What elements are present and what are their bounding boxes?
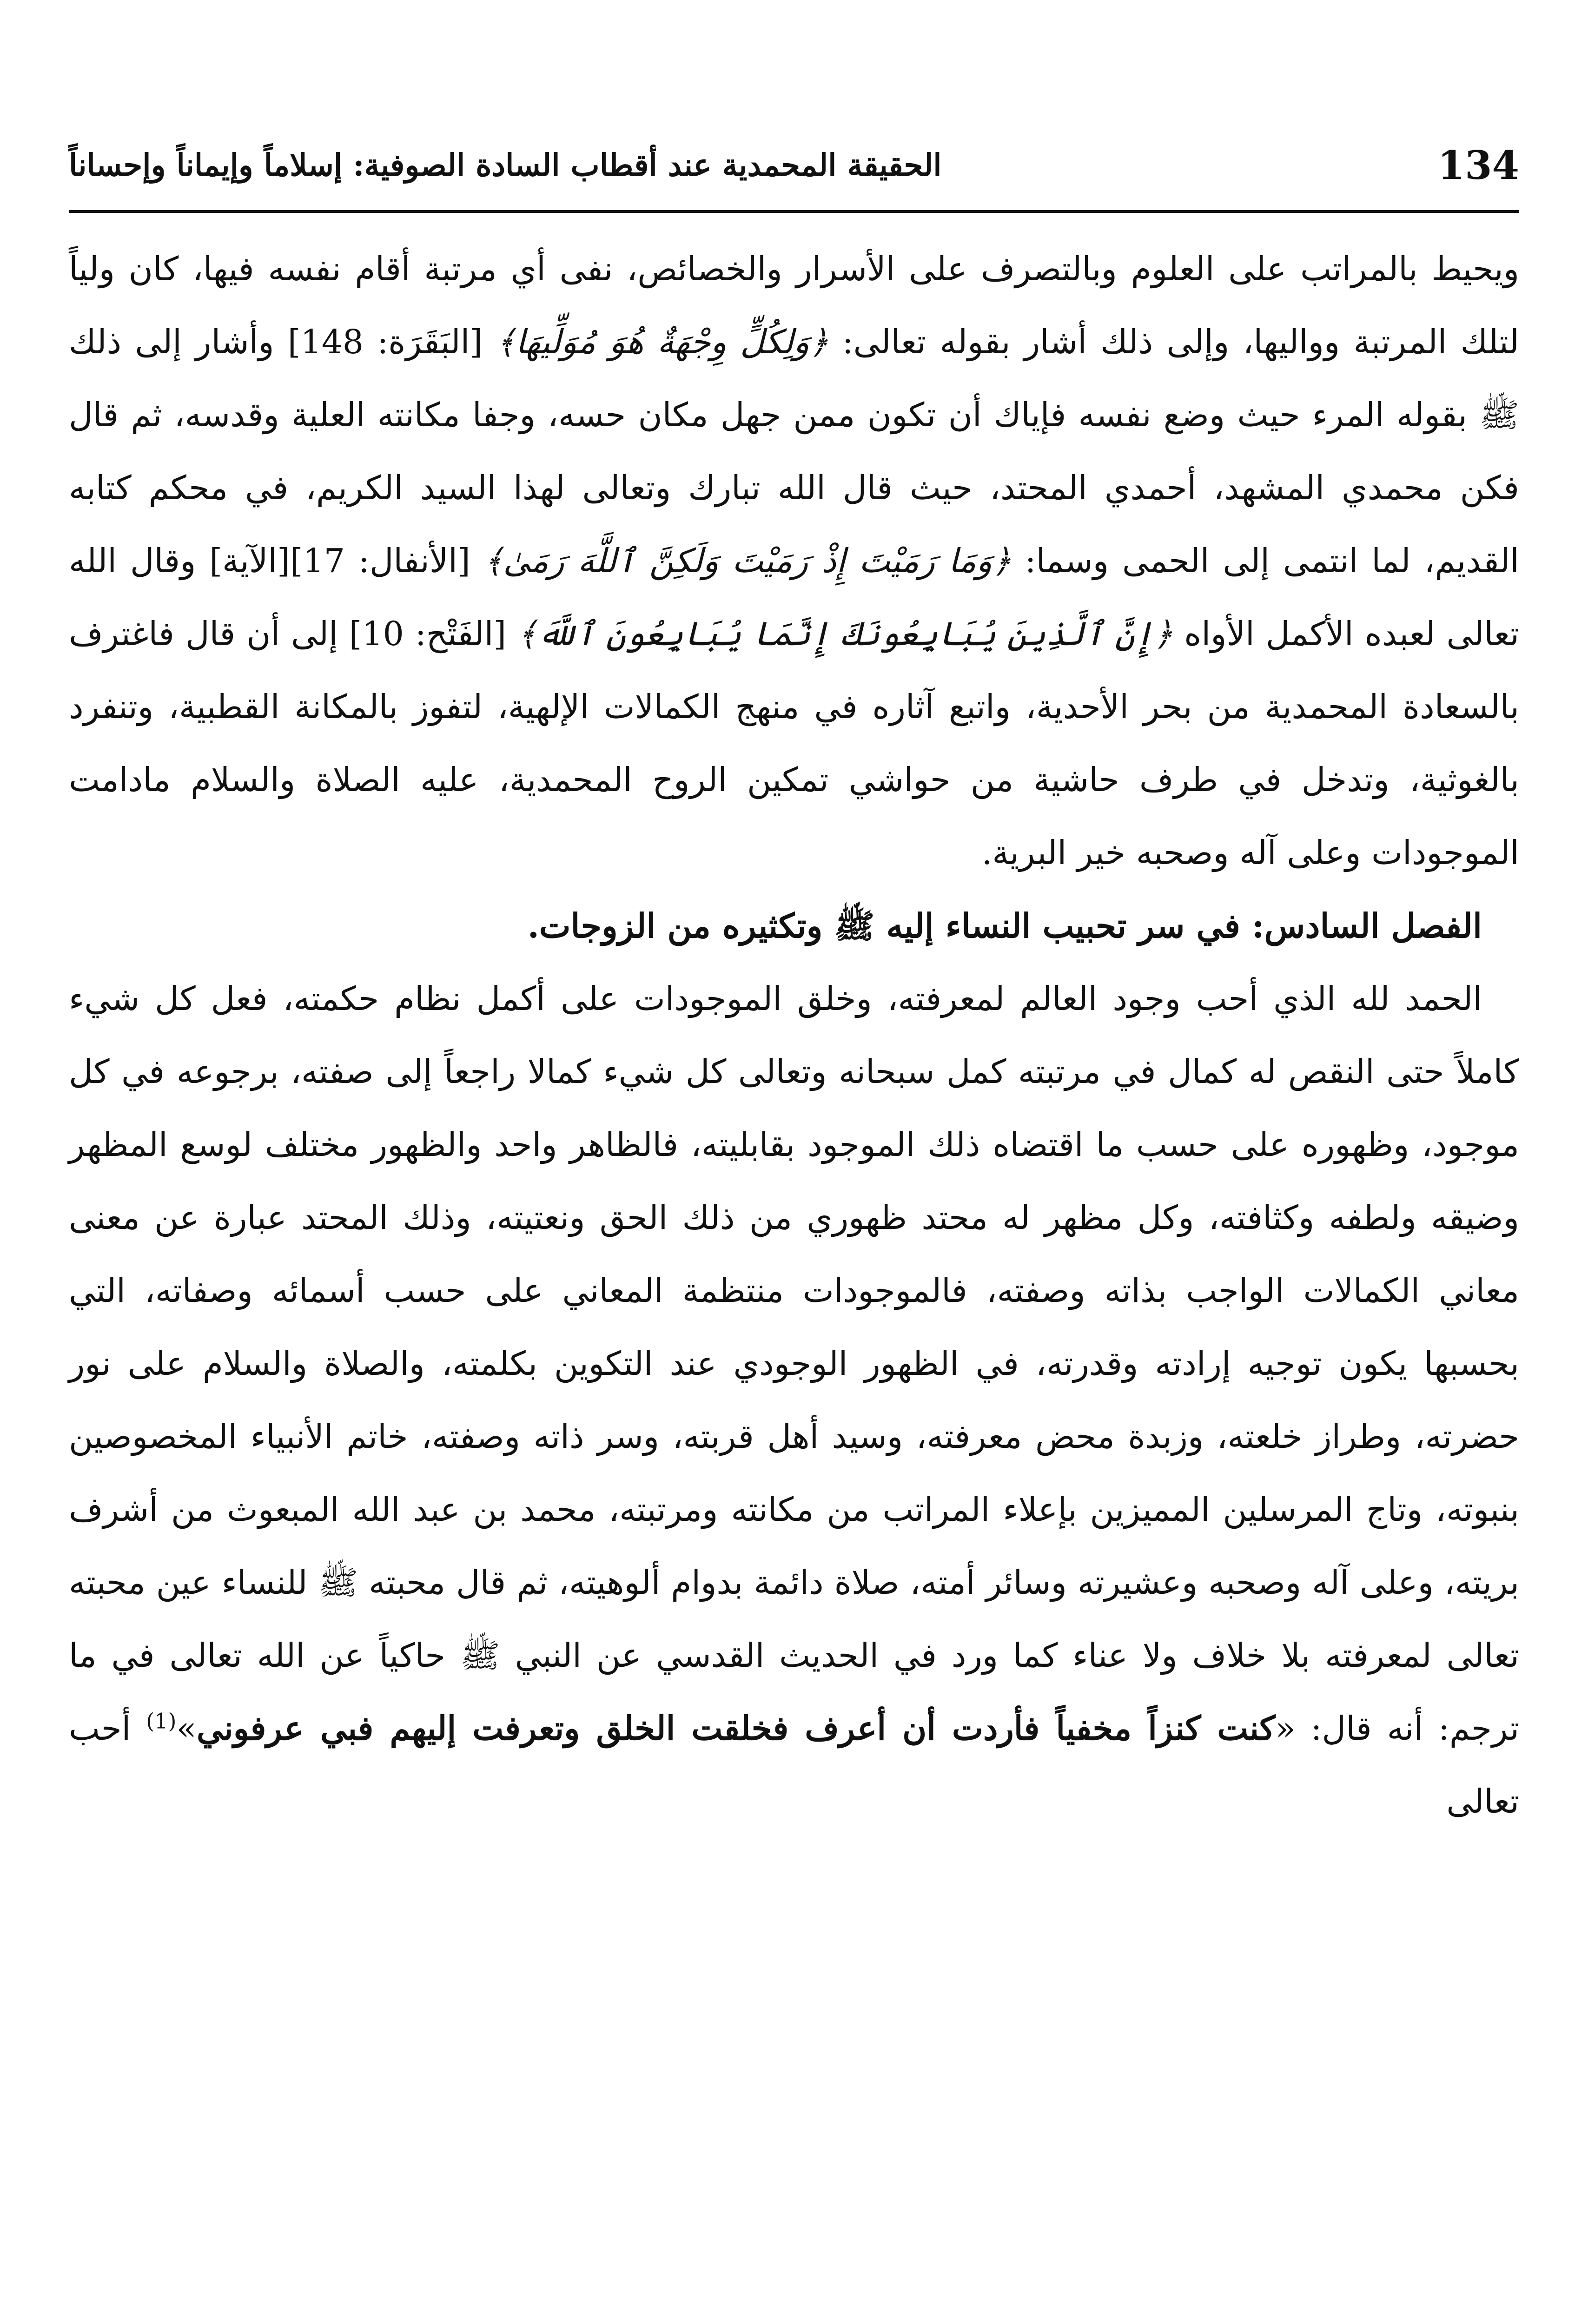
section-heading: الفصل السادس: في سر تحبيب النساء إليه ﷺ وتكثيره من الزوجات. (527, 906, 1482, 945)
paragraph-text: » (176, 1709, 197, 1748)
paragraph-text: [الفَتْح: 10] إلى أن قال فاغترف بالسعادة المحمدية من بحر الأحدية، واتبع آثاره في منهج الكمالات الإلهية، لتفوز بالمكانة القطبية، وتنفرد بالغوثية، وتدخل في طرف حاشية من حواشي تمكين الروح المحمدية، عليه الصلاة والسلام مادامت الموجودات وعلى آله وصحبه خير البرية. (69, 614, 1519, 872)
paragraph-text: ويحيط بالمراتب على العلوم وبالتصرف على الأسرار والخصائص، نفى أي مرتبة أقام نفسه فيها، كان ولياً لتلك المرتبة وواليها، وإلى ذلك أشار بقوله تعالى: (69, 250, 1519, 361)
page-body (69, 232, 1519, 1838)
quran-verse: ﴿وَلِكُلٍّ وِجْهَةٌ هُوَ مُوَلِّيهَا﴾ (496, 323, 829, 361)
footnote-reference: (1) (146, 1708, 177, 1734)
paragraph-text: [البَقَرَة: 148] وأشار إلى ذلك ﷺ بقوله المرء حيث وضع نفسه فإياك أن تكون ممن جهل مكان حسه، وجفا مكانته العلية وقدسه، ثم قال فكن محمدي المشهد، أحمدي المحتد، حيث قال الله تبارك وتعالى لهذا السيد الكريم، في محكم كتابه القديم، لما انتمى إلى الحمى وسما: (69, 323, 1519, 580)
paragraph-text: [الأنفال: 17][الآية] وقال الله تعالى لعبده الأكمل الأواه (69, 541, 1519, 653)
page-header (69, 130, 1519, 200)
body-paragraph (69, 962, 1519, 1838)
header-rule (69, 210, 1519, 213)
quran-verse: ﴿إِنَّ ٱلَّذِينَ يُبَايِعُونَكَ إِنَّمَا يُبَايِعُونَ ٱللَّهَ﴾ (517, 614, 1173, 653)
running-title: الحقيقة المحمدية عند أقطاب السادة الصوفية: إسلاماً وإيماناً وإحساناً (69, 147, 942, 183)
paragraph-text: الحمد لله الذي أحب وجود العالم لمعرفته، وخلق الموجودات على أكمل نظام حكمته، فعل كل شيء كاملاً حتى النقص له كمال في مرتبته كمل سبحانه وتعالى كل شيء كمالا راجعاً إلى صفته، برجوعه في كل موجود، وظهوره على حسب ما اقتضاه ذلك الموجود بقابليته، فالظاهر واحد والظهور مختلف لوسع المظهر وضيقه ولطفه وكثافته، وكل مظهر له محتد ظهوري من ذلك الحق ونعتيته، وذلك المحتد عبارة عن معنى معاني الكمالات الواجب بذاته وصفته، فالموجودات منتظمة المعاني على حسب أسمائه وصفاته، التي بحسبها يكون توجيه إرادته وقدرته، في الظهور الوجودي عند التكوين بكلمته، والصلاة والسلام على نور حضرته، وطراز خلعته، وزبدة محض معرفته، وسيد أهل قربته، وسر ذاته وصفته، خاتم الأنبياء المخصوصين بنبوته، وتاج المرسلين المميزين بإعلاء المراتب من مكانته ومرتبته، محمد بن عبد الله المبعوث من أشرف بريته، وعلى آله وصحبه وعشيرته وسائر أمته، صلاة دائمة بدوام ألوهيته، ثم قال محبته ﷺ للنساء عين محبته تعالى لمعرفته بلا خلاف ولا عناء كما ورد في الحديث القدسي عن النبي ﷺ حاكياً عن الله تعالى في ما ترجم: أنه قال: « (69, 979, 1519, 1748)
quran-verse: ﴿وَمَا رَمَيْتَ إِذْ رَمَيْتَ وَلَكِنَّ ٱللَّهَ رَمَىٰ﴾ (483, 541, 1012, 580)
paragraph-text: أحب تعالى (69, 1709, 1519, 1821)
body-paragraph (69, 232, 1519, 889)
hadith-quote: كنت كنزاً مخفياً فأردت أن أعرف فخلقت الخلق وتعرفت إليهم فبي عرفوني (196, 1709, 1276, 1748)
page-number: 134 (1437, 142, 1519, 188)
